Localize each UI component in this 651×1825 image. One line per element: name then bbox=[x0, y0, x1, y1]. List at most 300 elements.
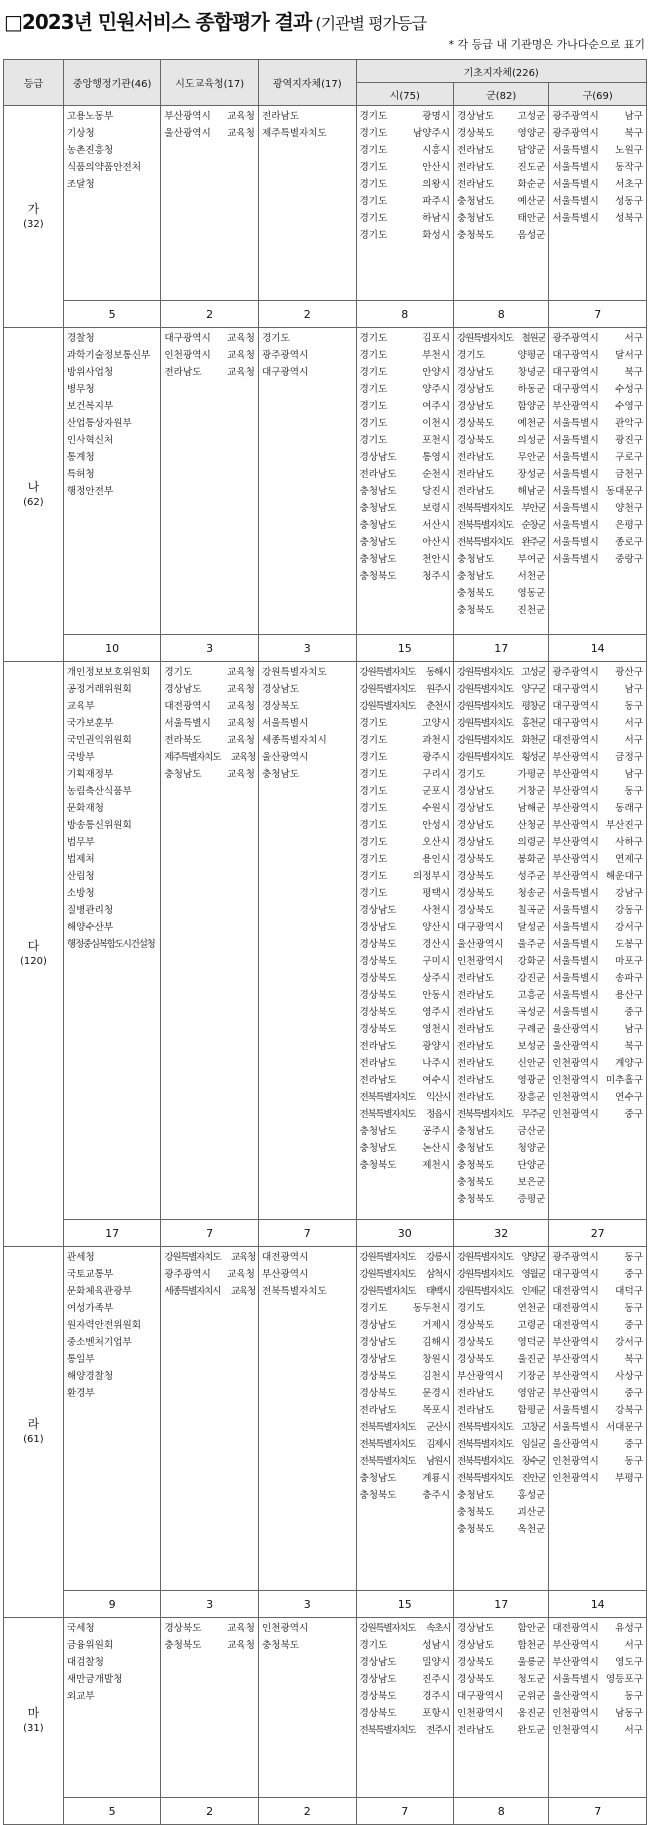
agency-name: 부산광역시 해운대구 bbox=[552, 871, 643, 882]
agency-name: 전북특별자치도 남원시 bbox=[359, 1456, 451, 1467]
header-metro: 광역지자체(17) bbox=[258, 60, 356, 106]
agency-name: 경상남도 교육청 bbox=[164, 684, 255, 695]
agency-name: 전북특별자치도 익산시 bbox=[359, 1092, 451, 1103]
grade-cell bbox=[4, 106, 64, 328]
agency-name: 경기도 동두천시 bbox=[359, 1303, 451, 1314]
list-cell-gu bbox=[549, 1247, 647, 1591]
agency-name: 전북특별자치도 부안군 bbox=[457, 503, 546, 514]
agency-name: 강원특별자치도 교육청 bbox=[164, 1252, 255, 1263]
agency-name: 강원특별자치도 화천군 bbox=[457, 735, 546, 746]
evaluation-table bbox=[3, 59, 647, 1825]
agency-name: 인천광역시 계양구 bbox=[552, 1058, 643, 1069]
agency-name: 전라남도 목포시 bbox=[359, 1405, 451, 1416]
agency-name: 전라북도 교육청 bbox=[164, 735, 255, 746]
agency-name: 인천광역시 연수구 bbox=[552, 1092, 643, 1103]
agency-name: 대구광역시 bbox=[261, 367, 309, 378]
agency-name: 서울특별시 용산구 bbox=[552, 990, 643, 1001]
agency-name: 대전광역시 동구 bbox=[552, 1303, 643, 1314]
list-cell-education bbox=[161, 1247, 259, 1591]
grade-label: 마 bbox=[27, 1706, 40, 1720]
agency-name: 부산광역시 사하구 bbox=[552, 837, 643, 848]
agency-name: 충청남도 부여군 bbox=[457, 554, 546, 565]
count-cell: 8 bbox=[454, 301, 549, 328]
agency-name: 부산광역시 동구 bbox=[552, 786, 643, 797]
agency-name: 경상북도 교육청 bbox=[164, 1623, 255, 1634]
agency-name: 전라남도 강진군 bbox=[457, 973, 546, 984]
agency-name: 원자력안전위원회 bbox=[66, 1320, 141, 1331]
agency-name: 인천광역시 미추홀구 bbox=[552, 1075, 643, 1086]
agency-name: 경기도 양주시 bbox=[359, 384, 451, 395]
agency-name: 방송통신위원회 bbox=[66, 820, 132, 831]
count-cell: 17 bbox=[63, 1220, 161, 1247]
list-cell-gu bbox=[549, 106, 647, 301]
agency-name: 경기도 용인시 bbox=[359, 854, 451, 865]
agency-name: 전라남도 교육청 bbox=[164, 367, 255, 378]
agency-name: 전라남도 bbox=[261, 111, 300, 122]
agency-name: 경기도 파주시 bbox=[359, 196, 451, 207]
agency-name: 서울특별시 강서구 bbox=[552, 922, 643, 933]
agency-name: 산림청 bbox=[66, 871, 95, 882]
count-cell: 2 bbox=[161, 301, 259, 328]
agency-name: 전라남도 보성군 bbox=[457, 1041, 546, 1052]
agency-name: 전라남도 곡성군 bbox=[457, 1007, 546, 1018]
agency-name: 충청북도 괴산군 bbox=[457, 1507, 546, 1518]
agency-name: 경상남도 사천시 bbox=[359, 905, 451, 916]
count-cell: 10 bbox=[63, 635, 161, 662]
count-cell: 2 bbox=[161, 1798, 259, 1825]
agency-name: 서울특별시 송파구 bbox=[552, 973, 643, 984]
count-cell: 8 bbox=[454, 1798, 549, 1825]
agency-name: 서울특별시 노원구 bbox=[552, 145, 643, 156]
agency-name: 대구광역시 달성군 bbox=[457, 922, 546, 933]
agency-name: 경기도 광명시 bbox=[359, 111, 451, 122]
count-cell: 7 bbox=[356, 1798, 454, 1825]
agency-name: 대전광역시 bbox=[261, 1252, 309, 1263]
agency-name: 소방청 bbox=[66, 888, 95, 899]
agency-name: 산업통상자원부 bbox=[66, 418, 132, 429]
agency-name: 경상남도 김해시 bbox=[359, 1337, 451, 1348]
count-cell: 15 bbox=[356, 1591, 454, 1618]
list-cell-central bbox=[63, 662, 161, 1220]
agency-name: 강원특별자치도 양구군 bbox=[457, 684, 546, 695]
list-cell-si bbox=[356, 328, 454, 635]
list-cell-education bbox=[161, 106, 259, 301]
agency-name: 강원특별자치도 삼척시 bbox=[359, 1269, 451, 1280]
agency-name: 충청북도 영동군 bbox=[457, 588, 546, 599]
header-gun: 군(82) bbox=[454, 83, 549, 106]
agency-name: 대구광역시 북구 bbox=[552, 367, 643, 378]
agency-name: 경기도 연천군 bbox=[457, 1303, 546, 1314]
count-cell: 3 bbox=[258, 1591, 356, 1618]
header-gu: 구(69) bbox=[549, 83, 647, 106]
agency-name: 경상북도 의성군 bbox=[457, 435, 546, 446]
agency-name: 경상남도 거창군 bbox=[457, 786, 546, 797]
agency-name: 경상북도 봉화군 bbox=[457, 854, 546, 865]
agency-name: 전라남도 여수시 bbox=[359, 1075, 451, 1086]
list-cell-metro bbox=[258, 328, 356, 635]
agency-name: 기상청 bbox=[66, 128, 95, 139]
list-cell-gun bbox=[454, 1247, 549, 1591]
agency-name: 충청남도 당진시 bbox=[359, 486, 451, 497]
agency-name: 조달청 bbox=[66, 179, 95, 190]
agency-name: 세종특별자치시 bbox=[261, 735, 327, 746]
agency-name: 전북특별자치도 진안군 bbox=[457, 1473, 546, 1484]
agency-name: 경기도 의정부시 bbox=[359, 871, 451, 882]
agency-name: 충청북도 옥천군 bbox=[457, 1524, 546, 1535]
agency-name: 대구광역시 교육청 bbox=[164, 333, 255, 344]
agency-name: 강원특별자치도 동해시 bbox=[359, 667, 451, 678]
agency-name: 인천광역시 교육청 bbox=[164, 350, 255, 361]
count-cell: 3 bbox=[161, 635, 259, 662]
agency-name: 전북특별자치도 군산시 bbox=[359, 1422, 451, 1433]
list-cell-education bbox=[161, 328, 259, 635]
list-cell-metro bbox=[258, 662, 356, 1220]
agency-name: 보건복지부 bbox=[66, 401, 114, 412]
agency-name: 충청북도 음성군 bbox=[457, 230, 546, 241]
agency-name: 인사혁신처 bbox=[66, 435, 114, 446]
agency-name: 울산광역시 bbox=[261, 752, 309, 763]
agency-name: 경상남도 산청군 bbox=[457, 820, 546, 831]
agency-name: 대구광역시 서구 bbox=[552, 718, 643, 729]
agency-name: 부산광역시 북구 bbox=[552, 1354, 643, 1365]
agency-name: 과학기술정보통신부 bbox=[66, 350, 151, 361]
agency-name: 서울특별시 은평구 bbox=[552, 520, 643, 531]
agency-name: 서울특별시 마포구 bbox=[552, 956, 643, 967]
agency-name: 경상북도 김천시 bbox=[359, 1371, 451, 1382]
count-cell: 7 bbox=[161, 1220, 259, 1247]
grade-row bbox=[4, 328, 647, 635]
agency-name: 경상북도 칠곡군 bbox=[457, 905, 546, 916]
agency-name: 경상북도 영덕군 bbox=[457, 1337, 546, 1348]
agency-name: 경기도 군포시 bbox=[359, 786, 451, 797]
list-cell-education bbox=[161, 1618, 259, 1798]
agency-name: 강원특별자치도 강릉시 bbox=[359, 1252, 451, 1263]
agency-name: 충청남도 천안시 bbox=[359, 554, 451, 565]
agency-name: 충청북도 청주시 bbox=[359, 571, 451, 582]
agency-name: 전북특별자치도 정읍시 bbox=[359, 1109, 451, 1120]
list-cell-si bbox=[356, 106, 454, 301]
agency-name: 전라남도 해남군 bbox=[457, 486, 546, 497]
agency-name: 강원특별자치도 고성군 bbox=[457, 667, 546, 678]
agency-name: 법무부 bbox=[66, 837, 95, 848]
list-cell-central bbox=[63, 328, 161, 635]
count-cell: 7 bbox=[549, 1798, 647, 1825]
agency-name: 대검찰청 bbox=[66, 1657, 104, 1668]
agency-name: 경기도 안양시 bbox=[359, 367, 451, 378]
agency-name: 충청남도 서산시 bbox=[359, 520, 451, 531]
agency-name: 경상북도 울진군 bbox=[457, 1354, 546, 1365]
agency-name: 충청남도 아산시 bbox=[359, 537, 451, 548]
agency-name: 경기도 오산시 bbox=[359, 837, 451, 848]
agency-name: 경상북도 경산시 bbox=[359, 939, 451, 950]
agency-name: 대전광역시 서구 bbox=[552, 735, 643, 746]
list-cell-gu bbox=[549, 662, 647, 1220]
agency-name: 전라남도 광양시 bbox=[359, 1041, 451, 1052]
grade-total: (32) bbox=[23, 218, 44, 230]
header-education: 시도교육청(17) bbox=[161, 60, 259, 106]
agency-name: 전라남도 신안군 bbox=[457, 1058, 546, 1069]
agency-name: 광주광역시 동구 bbox=[552, 1252, 643, 1263]
agency-name: 서울특별시 강북구 bbox=[552, 1405, 643, 1416]
grade-label: 나 bbox=[27, 479, 40, 494]
page-subtitle: (기관별 평가등급 bbox=[311, 14, 426, 33]
count-row bbox=[4, 1591, 647, 1618]
agency-name: 경기도 평택시 bbox=[359, 888, 451, 899]
agency-name: 국가보훈부 bbox=[66, 718, 114, 729]
agency-name: 서울특별시 강남구 bbox=[552, 888, 643, 899]
agency-name: 광주광역시 서구 bbox=[552, 333, 643, 344]
agency-name: 경상남도 합천군 bbox=[457, 1640, 546, 1651]
grade-row bbox=[4, 106, 647, 301]
agency-name: 경기도 김포시 bbox=[359, 333, 451, 344]
agency-name: 울산광역시 울주군 bbox=[457, 939, 546, 950]
agency-name: 울산광역시 동구 bbox=[552, 1691, 643, 1702]
agency-name: 경기도 남양주시 bbox=[359, 128, 451, 139]
agency-name: 경기도 안산시 bbox=[359, 162, 451, 173]
agency-name: 경기도 화성시 bbox=[359, 230, 451, 241]
agency-name: 강원특별자치도 홍천군 bbox=[457, 718, 546, 729]
count-cell: 2 bbox=[258, 301, 356, 328]
agency-name: 특허청 bbox=[66, 469, 95, 480]
list-cell-metro bbox=[258, 106, 356, 301]
agency-name: 개인정보보호위원회 bbox=[66, 667, 151, 678]
agency-name: 경상남도 고성군 bbox=[457, 111, 546, 122]
agency-name: 충청북도 bbox=[261, 1640, 300, 1651]
agency-name: 전라남도 화순군 bbox=[457, 179, 546, 190]
agency-name: 해양수산부 bbox=[66, 922, 114, 933]
agency-name: 경기도 광주시 bbox=[359, 752, 451, 763]
agency-name: 울산광역시 중구 bbox=[552, 1439, 643, 1450]
agency-name: 충청남도 금산군 bbox=[457, 1126, 546, 1137]
list-cell-gun bbox=[454, 1618, 549, 1798]
agency-name: 국방부 bbox=[66, 752, 95, 763]
agency-name: 부산광역시 기장군 bbox=[457, 1371, 546, 1382]
agency-name: 문화체육관광부 bbox=[66, 1286, 132, 1297]
agency-name: 법제처 bbox=[66, 854, 95, 865]
agency-name: 경기도 성남시 bbox=[359, 1640, 451, 1651]
agency-name: 경기도 안성시 bbox=[359, 820, 451, 831]
agency-name: 경상남도 거제시 bbox=[359, 1320, 451, 1331]
agency-name: 서울특별시 양천구 bbox=[552, 503, 643, 514]
agency-name: 전북특별자치도 완주군 bbox=[457, 537, 546, 548]
agency-name: 금융위원회 bbox=[66, 1640, 114, 1651]
agency-name: 충청남도 보령시 bbox=[359, 503, 451, 514]
agency-name: 전라남도 순천시 bbox=[359, 469, 451, 480]
agency-name: 새만금개발청 bbox=[66, 1674, 123, 1685]
agency-name: 전북특별자치도 전주시 bbox=[359, 1725, 451, 1736]
agency-name: 경상북도 안동시 bbox=[359, 990, 451, 1001]
agency-name: 전북특별자치도 장수군 bbox=[457, 1456, 546, 1467]
agency-name: 충청북도 증평군 bbox=[457, 1194, 546, 1205]
grade-row bbox=[4, 1618, 647, 1798]
agency-name: 농촌진흥청 bbox=[66, 145, 114, 156]
agency-name: 경상남도 bbox=[261, 684, 300, 695]
count-cell: 3 bbox=[258, 635, 356, 662]
agency-name: 대구광역시 동구 bbox=[552, 701, 643, 712]
agency-name: 서울특별시 관악구 bbox=[552, 418, 643, 429]
agency-name: 부산광역시 서구 bbox=[552, 1640, 643, 1651]
agency-name: 충청남도 서천군 bbox=[457, 571, 546, 582]
agency-name: 충청남도 홍성군 bbox=[457, 1490, 546, 1501]
agency-name: 충청북도 진천군 bbox=[457, 605, 546, 616]
agency-name: 대구광역시 수성구 bbox=[552, 384, 643, 395]
count-row bbox=[4, 1220, 647, 1247]
agency-name: 강원특별자치도 춘천시 bbox=[359, 701, 451, 712]
agency-name: 교육부 bbox=[66, 701, 95, 712]
agency-name: 강원특별자치도 속초시 bbox=[359, 1623, 451, 1634]
agency-name: 서울특별시 광진구 bbox=[552, 435, 643, 446]
agency-name: 서울특별시 성북구 bbox=[552, 213, 643, 224]
agency-name: 경기도 부천시 bbox=[359, 350, 451, 361]
grade-total: (62) bbox=[23, 496, 44, 508]
header-central: 중앙행정기관(46) bbox=[63, 60, 161, 106]
agency-name: 경기도 하남시 bbox=[359, 213, 451, 224]
list-cell-gun bbox=[454, 106, 549, 301]
agency-name: 경기도 교육청 bbox=[164, 667, 255, 678]
ordering-note: * 각 등급 내 기관명은 가나다순으로 표기 bbox=[448, 38, 645, 51]
list-cell-education bbox=[161, 662, 259, 1220]
agency-name: 서울특별시 서대문구 bbox=[552, 1422, 643, 1433]
agency-name: 공정거래위원회 bbox=[66, 684, 132, 695]
agency-name: 세종특별자치시 교육청 bbox=[164, 1286, 255, 1297]
agency-name: 통계청 bbox=[66, 452, 95, 463]
count-cell: 14 bbox=[549, 1591, 647, 1618]
agency-name: 식품의약품안전처 bbox=[66, 162, 141, 173]
agency-name: 전라남도 영광군 bbox=[457, 1075, 546, 1086]
agency-name: 서울특별시 중랑구 bbox=[552, 554, 643, 565]
agency-name: 대전광역시 유성구 bbox=[552, 1623, 643, 1634]
agency-name: 충청북도 보은군 bbox=[457, 1177, 546, 1188]
count-row bbox=[4, 635, 647, 662]
agency-name: 전라남도 나주시 bbox=[359, 1058, 451, 1069]
count-cell: 9 bbox=[63, 1591, 161, 1618]
count-cell: 5 bbox=[63, 301, 161, 328]
agency-name: 경기도 여주시 bbox=[359, 401, 451, 412]
agency-name: 전북특별자치도 임실군 bbox=[457, 1439, 546, 1450]
agency-name: 부산광역시 금정구 bbox=[552, 752, 643, 763]
agency-name: 부산광역시 남구 bbox=[552, 769, 643, 780]
agency-name: 경기도 고양시 bbox=[359, 718, 451, 729]
agency-name: 서울특별시 강동구 bbox=[552, 905, 643, 916]
agency-name: 대전광역시 교육청 bbox=[164, 701, 255, 712]
agency-name: 부산광역시 교육청 bbox=[164, 111, 255, 122]
agency-name: 경상북도 예천군 bbox=[457, 418, 546, 429]
list-cell-metro bbox=[258, 1247, 356, 1591]
agency-name: 서울특별시 서초구 bbox=[552, 179, 643, 190]
count-cell: 8 bbox=[356, 301, 454, 328]
agency-name: 부산광역시 영도구 bbox=[552, 1657, 643, 1668]
agency-name: 충청남도 태안군 bbox=[457, 213, 546, 224]
agency-name: 부산광역시 동래구 bbox=[552, 803, 643, 814]
agency-name: 부산광역시 부산진구 bbox=[552, 820, 643, 831]
agency-name: 인천광역시 중구 bbox=[552, 1109, 643, 1120]
agency-name: 강원특별자치도 인제군 bbox=[457, 1286, 546, 1297]
grade-cell bbox=[4, 662, 64, 1247]
grade-total: (31) bbox=[23, 1723, 44, 1734]
grade-label: 라 bbox=[27, 1417, 40, 1431]
agency-name: 전라남도 완도군 bbox=[457, 1725, 546, 1736]
agency-name: 행정중심복합도시건설청 bbox=[66, 939, 155, 950]
agency-name: 전북특별자치도 고창군 bbox=[457, 1422, 546, 1433]
header-grade: 등급 bbox=[4, 60, 64, 106]
agency-name: 제주특별자치도 bbox=[261, 128, 327, 139]
agency-name: 경상북도 상주시 bbox=[359, 973, 451, 984]
agency-name: 서울특별시 영등포구 bbox=[552, 1674, 643, 1685]
list-cell-si bbox=[356, 1247, 454, 1591]
agency-name: 충청북도 단양군 bbox=[457, 1160, 546, 1171]
agency-name: 경상북도 bbox=[261, 701, 300, 712]
agency-name: 부산광역시 연제구 bbox=[552, 854, 643, 865]
list-cell-si bbox=[356, 662, 454, 1220]
agency-name: 서울특별시 금천구 bbox=[552, 469, 643, 480]
agency-name: 전북특별자치도 순창군 bbox=[457, 520, 546, 531]
agency-name: 전북특별자치도 김제시 bbox=[359, 1439, 451, 1450]
agency-name: 충청북도 교육청 bbox=[164, 1640, 255, 1651]
agency-name: 대구광역시 중구 bbox=[552, 1269, 643, 1280]
list-cell-central bbox=[63, 106, 161, 301]
agency-name: 울산광역시 교육청 bbox=[164, 128, 255, 139]
agency-name: 전라남도 장성군 bbox=[457, 469, 546, 480]
count-cell: 15 bbox=[356, 635, 454, 662]
agency-name: 전라남도 장흥군 bbox=[457, 1092, 546, 1103]
agency-name: 강원특별자치도 철원군 bbox=[457, 333, 546, 344]
count-cell: 32 bbox=[454, 1220, 549, 1247]
agency-name: 경상남도 진주시 bbox=[359, 1674, 451, 1685]
count-row bbox=[4, 301, 647, 328]
agency-name: 울산광역시 남구 bbox=[552, 1024, 643, 1035]
agency-name: 경기도 bbox=[261, 333, 290, 344]
agency-name: 경상북도 고령군 bbox=[457, 1320, 546, 1331]
count-cell: 2 bbox=[258, 1798, 356, 1825]
agency-name: 경상북도 경주시 bbox=[359, 1691, 451, 1702]
agency-name: 여성가족부 bbox=[66, 1303, 114, 1314]
agency-name: 광주광역시 광산구 bbox=[552, 667, 643, 678]
agency-name: 강원특별자치도 원주시 bbox=[359, 684, 451, 695]
agency-name: 경기도 가평군 bbox=[457, 769, 546, 780]
count-cell: 3 bbox=[161, 1591, 259, 1618]
table-body bbox=[4, 106, 647, 1825]
header-basic: 기초지자체(226) bbox=[356, 60, 647, 83]
agency-name: 인천광역시 서구 bbox=[552, 1725, 643, 1736]
grade-total: (61) bbox=[23, 1434, 44, 1445]
agency-name: 충청남도 청양군 bbox=[457, 1143, 546, 1154]
agency-name: 서울특별시 구로구 bbox=[552, 452, 643, 463]
agency-name: 대전광역시 대덕구 bbox=[552, 1286, 643, 1297]
page-title: □2023년 민원서비스 종합평가 결과 (기관별 평가등급 bbox=[4, 10, 426, 34]
agency-name: 서울특별시 동작구 bbox=[552, 162, 643, 173]
agency-name: 충청남도 교육청 bbox=[164, 769, 255, 780]
agency-name: 기획재정부 bbox=[66, 769, 114, 780]
grade-cell bbox=[4, 1247, 64, 1618]
agency-name: 강원특별자치도 bbox=[261, 667, 327, 678]
agency-name: 경상북도 성주군 bbox=[457, 871, 546, 882]
agency-name: 강원특별자치도 횡성군 bbox=[457, 752, 546, 763]
agency-name: 경상남도 양산시 bbox=[359, 922, 451, 933]
agency-name: 경상북도 문경시 bbox=[359, 1388, 451, 1399]
count-cell: 5 bbox=[63, 1798, 161, 1825]
list-cell-gu bbox=[549, 328, 647, 635]
agency-name: 경상북도 영양군 bbox=[457, 128, 546, 139]
agency-name: 강원특별자치도 평창군 bbox=[457, 701, 546, 712]
agency-name: 서울특별시 교육청 bbox=[164, 718, 255, 729]
agency-name: 강원특별자치도 양양군 bbox=[457, 1252, 546, 1263]
agency-name: 경기도 포천시 bbox=[359, 435, 451, 446]
agency-name: 전북특별자치도 무주군 bbox=[457, 1109, 546, 1120]
agency-name: 서울특별시 중구 bbox=[552, 1007, 643, 1018]
count-cell: 14 bbox=[549, 635, 647, 662]
grade-row bbox=[4, 662, 647, 1220]
agency-name: 경기도 양평군 bbox=[457, 350, 546, 361]
